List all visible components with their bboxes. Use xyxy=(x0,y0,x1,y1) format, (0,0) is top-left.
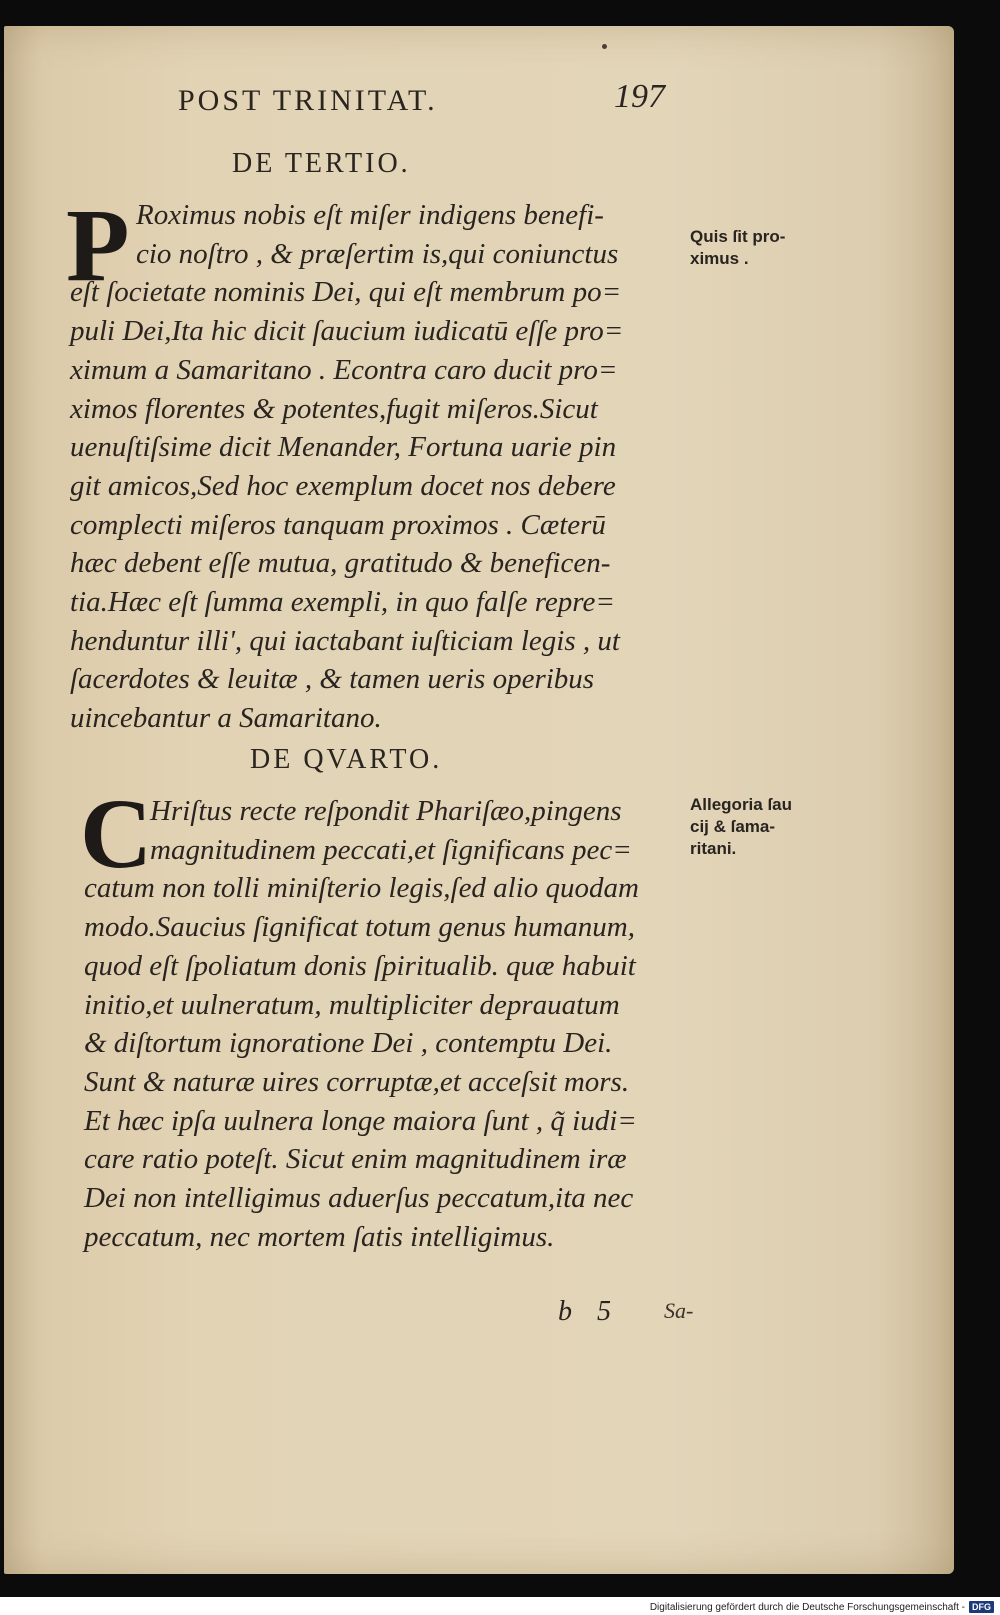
digitization-credit xyxy=(650,1601,994,1613)
text-line: Roximus nobis eſt miſer indigens benefi- xyxy=(136,199,604,231)
section-heading-quarto: DE QVARTO. xyxy=(250,744,443,775)
marginal-line: ximus . xyxy=(690,249,749,268)
text-line: complecti miſeros tanquam proximos . Cæterū xyxy=(70,508,606,541)
text-line: uenuſtiſsime dicit Menander, Fortuna uarie pin xyxy=(70,431,617,464)
signature-mark: b 5 xyxy=(558,1296,611,1327)
text-line: care ratio poteſt. Sicut enim magnitudinem iræ xyxy=(84,1143,627,1176)
marginal-note-allegoria xyxy=(690,794,840,860)
text-line: catum non tolli miniſterio legis,ſed alio quodam xyxy=(84,872,639,905)
marginal-line: cij & ſama- xyxy=(690,817,776,836)
marginal-line: ritani. xyxy=(690,839,737,858)
text-line: git amicos,Sed hoc exemplum docet nos debere xyxy=(70,469,616,502)
paragraph-tertio xyxy=(70,196,690,738)
text-line: & diſtortum ignoratione Dei , contemptu Dei. xyxy=(84,1027,613,1060)
marginal-line: Quis ſit pro- xyxy=(690,227,786,246)
text-line: modo.Saucius ſignificat totum genus humanum, xyxy=(84,911,635,944)
paragraph-quarto xyxy=(84,792,694,1256)
section-heading-tertio: DE TERTIO. xyxy=(232,148,411,179)
text-line: ſacerdotes & leuitæ , & tamen ueris operibus xyxy=(70,663,595,696)
text-line: Sunt & naturæ uires corruptæ,et acceſsit mors. xyxy=(84,1065,630,1098)
text-line: ximum a Samaritano . Econtra caro ducit pro= xyxy=(70,353,618,386)
dfg-logo: DFG xyxy=(969,1601,994,1613)
text-line: quod eſt ſpoliatum donis ſpiritualib. quæ habuit xyxy=(84,949,636,982)
text-line: magnitudinem peccati,et ſignificans pec= xyxy=(150,833,632,866)
folio-number: 197 xyxy=(614,78,665,115)
text-line: tia.Hæc eſt ſumma exempli, in quo falſe repre= xyxy=(70,586,615,619)
text-line: ximos florentes & potentes,fugit miſeros.Sicut xyxy=(70,392,598,425)
text-line: Et hæc ipſa uulnera longe maiora ſunt , q̃ iudi= xyxy=(84,1104,637,1137)
text-line: cio noſtro , & præſertim is,qui coniunctus xyxy=(136,237,619,270)
text-line: henduntur illi', qui iactabant iuſticiam legis , ut xyxy=(70,624,620,657)
marginal-line: Allegoria ſau xyxy=(690,795,793,814)
marginal-note-proximus xyxy=(690,226,840,270)
text-line: hæc debent eſſe mutua, gratitudo & beneficen- xyxy=(70,547,611,580)
ink-speck xyxy=(602,44,607,49)
drop-initial-c: C xyxy=(80,778,153,889)
text-line: Hriſtus recte reſpondit Phariſæo,pingens xyxy=(150,795,622,827)
text-line: puli Dei,Ita hic dicit ſaucium iudicatū eſſe pro= xyxy=(70,315,624,348)
text-line: Dei non intelligimus aduerſus peccatum,ita nec xyxy=(84,1182,634,1215)
text-line: eſt ſocietate nominis Dei, qui eſt membrum po= xyxy=(70,276,622,309)
drop-initial-p: P xyxy=(66,188,130,303)
catchword: Sa- xyxy=(664,1298,694,1323)
text-line: initio,et uulneratum, multipliciter deprauatum xyxy=(84,988,620,1021)
text-line: uincebantur a Samaritano. xyxy=(70,702,382,735)
credit-text: Digitalisierung gefördert durch die Deutsche Forschungsgemeinschaft - xyxy=(649,1601,965,1613)
running-title: POST TRINITAT. xyxy=(178,84,438,117)
text-line: peccatum, nec mortem ſatis intelligimus. xyxy=(84,1220,555,1253)
